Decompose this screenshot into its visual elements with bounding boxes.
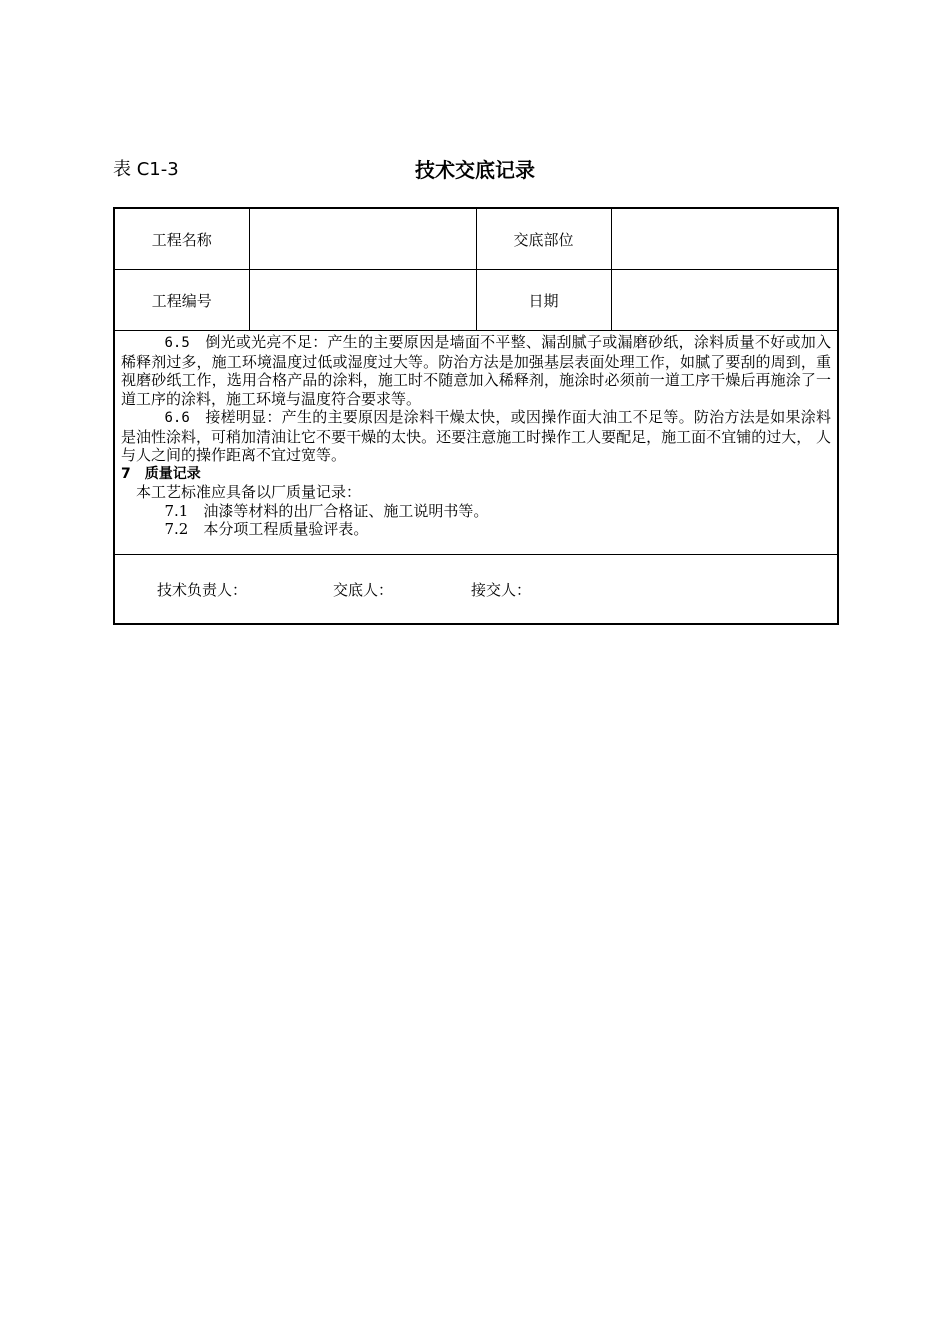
date-field[interactable] xyxy=(611,270,838,331)
project-number-field[interactable] xyxy=(249,270,476,331)
signature-row xyxy=(114,555,838,625)
section-7-heading: 7 质量记录 xyxy=(121,465,201,482)
item-text: 本分项工程质量验评表。 xyxy=(203,520,369,538)
paragraph-6-6 xyxy=(121,408,831,465)
item-number: 7.2 xyxy=(164,520,189,538)
table-row xyxy=(114,208,838,270)
technical-briefing-table xyxy=(113,207,839,625)
table-row xyxy=(114,331,838,555)
tech-lead-signature-label: 技术负责人： xyxy=(157,580,248,599)
project-number-label: 工程编号 xyxy=(114,270,249,331)
section-7-intro: 本工艺标准应具备以厂质量记录： xyxy=(136,483,362,501)
item-number: 7.1 xyxy=(164,501,189,520)
list-item-7-2 xyxy=(121,520,831,539)
paragraph-text: 接槎明显：产生的主要原因是涂料干燥太快，或因操作面大油工不足等。防治方法是如果涂料是油性涂料，可稍加清油让它不要干燥的太快。还要注意施工时操作工人要配足，施工面不宜铺的过大， 人与人之间的操作距离不宜过宽等。 xyxy=(121,408,831,464)
date-label: 日期 xyxy=(476,270,611,331)
table-row xyxy=(114,270,838,331)
form-code: 表 C1-3 xyxy=(113,159,179,180)
table-row xyxy=(114,555,838,625)
paragraph-number: 6.5 xyxy=(164,335,190,351)
form-header xyxy=(113,156,837,184)
paragraph-text: 倒光或光亮不足：产生的主要原因是墙面不平整、漏刮腻子或漏磨砂纸，涂料质量不好或加入稀释剂过多，施工环境温度过低或湿度过大等。防治方法是加强基层表面处理工作，如腻了要刮的周到，重视磨砂纸工作，选用合格产品的涂料，施工时不随意加入稀释剂，施涂时必须前一道工序干燥后再施涂了一道工序的涂料，施工环境与温度符合要求等。 xyxy=(121,333,831,408)
item-text: 油漆等材料的出厂合格证、施工说明书等。 xyxy=(203,501,489,520)
receiver-signature-label: 接交人： xyxy=(471,580,532,599)
form-title: 技术交底记录 xyxy=(415,158,535,182)
list-item-7-1 xyxy=(121,502,831,521)
paragraph-number: 6.6 xyxy=(164,410,190,426)
paragraph-6-5 xyxy=(121,333,831,408)
briefing-content xyxy=(114,331,838,555)
handover-part-label: 交底部位 xyxy=(476,208,611,270)
project-name-field[interactable] xyxy=(249,208,476,270)
handover-by-signature-label: 交底人： xyxy=(333,580,394,599)
project-name-label: 工程名称 xyxy=(114,208,249,270)
handover-part-field[interactable] xyxy=(611,208,838,270)
